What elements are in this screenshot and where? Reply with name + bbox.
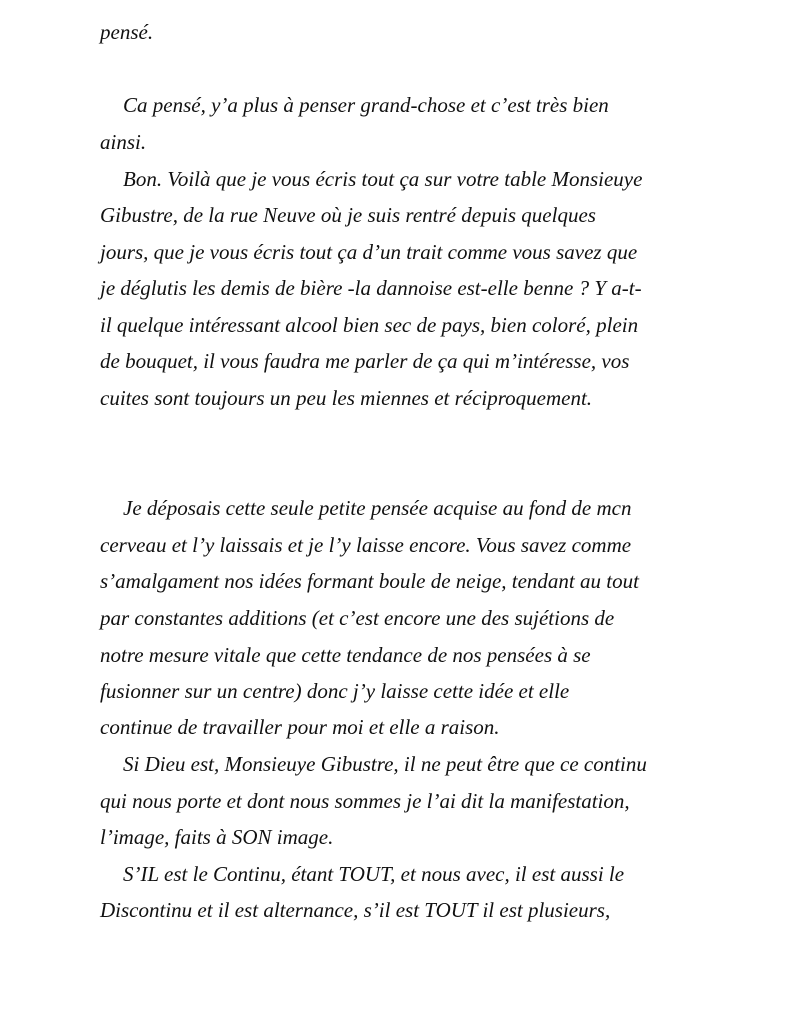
text-line: Si Dieu est, Monsieuye Gibustre, il ne peut être que ce continu <box>123 752 647 776</box>
text-line: de bouquet, il vous faudra me parler de ça qui m’intéresse, vos <box>100 349 630 373</box>
text-line: par constantes additions (et c’est encore une des sujétions de <box>100 606 615 630</box>
text-line: ainsi. <box>100 130 147 154</box>
text-line: cuites sont toujours un peu les miennes et réciproquement. <box>100 386 593 410</box>
text-line: jours, que je vous écris tout ça d’un trait comme vous savez que <box>100 240 638 264</box>
text-line: S’IL est le Continu, étant TOUT, et nous avec, il est aussi le <box>123 862 625 886</box>
text-line: fusionner sur un centre) donc j’y laisse cette idée et elle <box>100 679 570 703</box>
text-line: pensé. <box>100 20 154 44</box>
text-line: qui nous porte et dont nous sommes je l’ai dit la manifestation, <box>100 789 630 813</box>
text-line: Bon. Voilà que je vous écris tout ça sur votre table Monsieuye <box>123 167 643 191</box>
text-line: Ca pensé, y’a plus à penser grand-chose et c’est très bien <box>123 93 609 117</box>
text-line: notre mesure vitale que cette tendance de nos pensées à se <box>100 643 591 667</box>
text-line: continue de travailler pour moi et elle a raison. <box>100 715 500 739</box>
text-line: l’image, faits à SON image. <box>100 825 334 849</box>
text-line: cerveau et l’y laissais et je l’y laisse encore. Vous savez comme <box>100 533 632 557</box>
text-line: s’amalgament nos idées formant boule de neige, tendant au tout <box>100 569 639 593</box>
text-line: Discontinu et il est alternance, s’il est TOUT il est plusieurs, <box>100 898 611 922</box>
text-line: je déglutis les demis de bière -la dannoise est-elle benne ? Y a-t- <box>100 276 642 300</box>
text-line: il quelque intéressant alcool bien sec de pays, bien coloré, plein <box>100 313 639 337</box>
text-line: Je déposais cette seule petite pensée acquise au fond de mcn <box>123 496 632 520</box>
text-line: Gibustre, de la rue Neuve où je suis rentré depuis quelques <box>100 203 596 227</box>
